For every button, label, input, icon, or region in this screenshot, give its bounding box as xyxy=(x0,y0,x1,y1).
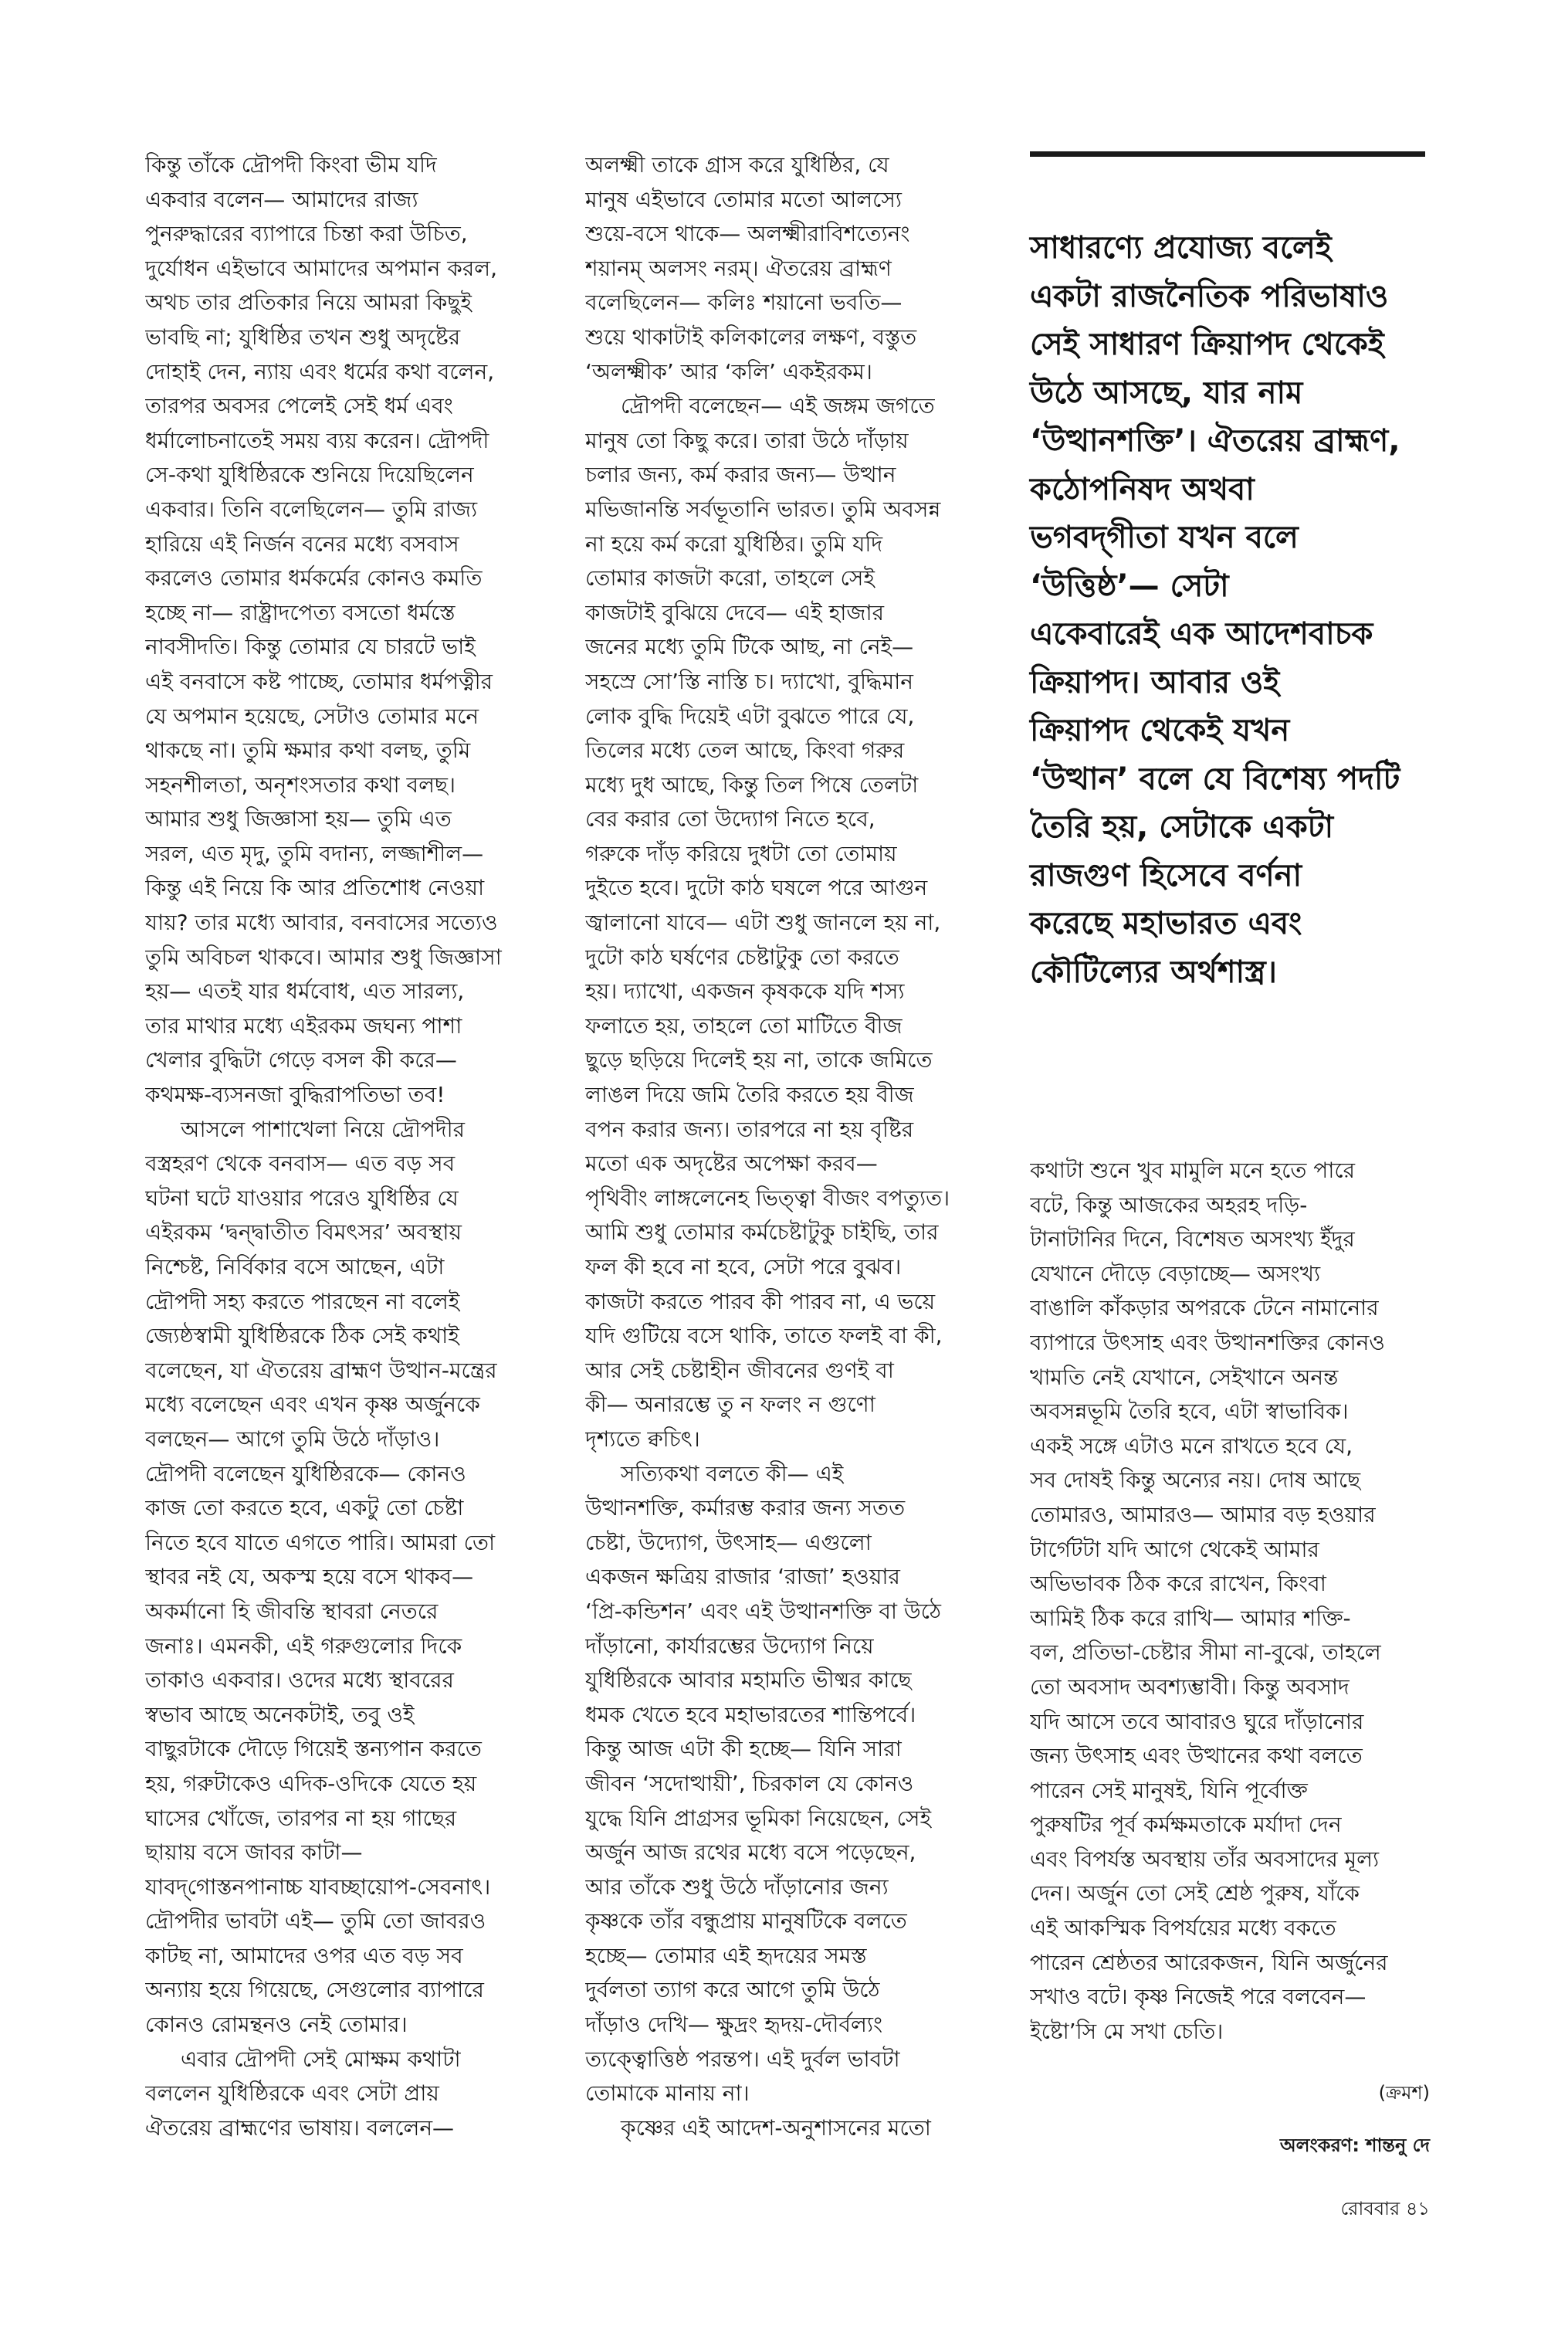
text-line: সত্যিকথা বলতে কী— এই xyxy=(621,1460,844,1487)
text-line: মভিজানন্তি সর্বভূতানি ভারত। তুমি অবসন্ন xyxy=(585,496,941,522)
text-line: বলেছেন, যা ঐতরেয় ব্রাহ্মণ উত্থান-মন্ত্রের xyxy=(145,1357,497,1383)
pull-quote-line: ক্রিয়াপদ থেকেই যখন xyxy=(1030,713,1290,748)
text-line: সহস্রে সো’স্তি নাস্তি চ। দ্যাখো, বুদ্ধিমান xyxy=(585,668,913,694)
article-column-1 xyxy=(145,148,554,2145)
text-line: না হয়ে কর্ম করো যুধিষ্ঠির। তুমি যদি xyxy=(585,531,883,557)
text-line: শুয়ে-বসে থাকে— অলক্ষ্মীরাবিশত্যেনং xyxy=(585,221,910,247)
text-line: যুদ্ধে যিনি প্রাগ্রসর ভূমিকা নিয়েছেন, সেই xyxy=(585,1805,932,1831)
text-line: কাজ তো করতে হবে, একটু তো চেষ্টা xyxy=(145,1495,464,1521)
pull-quote-rule xyxy=(1030,151,1425,157)
text-line: কথাটা শুনে খুব মামুলি মনে হতে পারে xyxy=(1030,1158,1356,1183)
text-line: অর্জুন আজ রথের মধ্যে বসে পড়েছেন, xyxy=(585,1839,916,1866)
text-line: বস্ত্রহরণ থেকে বনবাস— এত বড় সব xyxy=(145,1151,455,1177)
text-line: পুনরুদ্ধারের ব্যাপারে চিন্তা করা উচিত, xyxy=(145,221,468,247)
text-line: সব দোষই কিন্তু অন্যের নয়। দোষ আছে xyxy=(1030,1467,1361,1494)
text-line: চলার জন্য, কর্ম করার জন্য— উত্থান xyxy=(585,462,896,488)
text-line: তোমারও, আমারও— আমার বড় হওয়ার xyxy=(1030,1501,1376,1527)
text-line: পারেন শ্রেষ্ঠতর আরেকজন, যিনি অর্জুনের xyxy=(1030,1949,1388,1975)
text-line: মধ্যে বলেছেন এবং এখন কৃষ্ণ অর্জুনকে xyxy=(145,1392,480,1418)
text-line: যে অপমান হয়েছে, সেটাও তোমার মনে xyxy=(145,703,479,729)
text-line: থাকছে না। তুমি ক্ষমার কথা বলছ, তুমি xyxy=(145,737,471,764)
text-line: জনের মধ্যে তুমি টিকে আছ, না নেই— xyxy=(585,634,914,660)
text-line: খামতি নেই যেখানে, সেইখানে অনন্ত xyxy=(1030,1364,1339,1390)
text-line: অবসন্নভূমি তৈরি হবে, এটা স্বাভাবিক। xyxy=(1030,1399,1349,1425)
text-line: অভিভাবক ঠিক করে রাখেন, কিংবা xyxy=(1030,1571,1326,1597)
text-line: ঐতরেয় ব্রাহ্মণের ভাষায়। বললেন— xyxy=(145,2114,455,2141)
text-line: একই সঙ্গে এটাও মনে রাখতে হবে যে, xyxy=(1030,1433,1353,1459)
text-line: তারপর অবসর পেলেই সেই ধর্ম এবং xyxy=(145,393,453,419)
text-line: করলেও তোমার ধর্মকর্মের কোনও কমতি xyxy=(145,565,483,592)
text-line: কাজটাই বুঝিয়ে দেবে— এই হাজার xyxy=(585,599,885,626)
text-line: হয়— এতই যার ধর্মবোধ, এত সারল্য, xyxy=(145,978,465,1005)
text-line: এই আকস্মিক বিপর্যয়ের মধ্যে বকতে xyxy=(1030,1915,1336,1941)
text-line: জীবন ‘সদোত্থায়ী’, চিরকাল যে কোনও xyxy=(585,1770,914,1796)
text-line: জ্যেষ্ঠস্বামী যুধিষ্ঠিরকে ঠিক সেই কথাই xyxy=(145,1323,459,1349)
text-line: অথচ তার প্রতিকার নিয়ে আমরা কিছুই xyxy=(145,290,472,316)
text-line: একবার। তিনি বলেছিলেন— তুমি রাজ্য xyxy=(145,496,478,522)
text-line: কৃষ্ণকে তাঁর বন্ধুপ্রায় মানুষটিকে বলতে xyxy=(585,1908,907,1934)
text-line: এবার দ্রৌপদী সেই মোক্ষম কথাটা xyxy=(181,2046,461,2072)
pull-quote-line: ভগবদ্‌গীতা যখন বলে xyxy=(1030,520,1299,555)
text-line: কোনও রোমন্থনও নেই তোমার। xyxy=(145,2012,408,2038)
text-line: হারিয়ে এই নির্জন বনের মধ্যে বসবাস xyxy=(145,531,459,557)
text-line: টার্গেটটা যদি আগে থেকেই আমার xyxy=(1030,1536,1319,1562)
text-line: কিন্তু তাঁকে দ্রৌপদী কিংবা ভীম যদি xyxy=(145,152,437,178)
text-line: কাজটা করতে পারব কী পারব না, এ ভয়ে xyxy=(585,1288,936,1314)
article-column-3 xyxy=(1030,1154,1439,2049)
text-line: কিন্তু এই নিয়ে কি আর প্রতিশোধ নেওয়া xyxy=(145,875,485,901)
text-line: হয়, গরুটাকেও এদিক-ওদিকে যেতে হয় xyxy=(145,1770,477,1796)
text-line: সখাও বটে। কৃষ্ণ নিজেই পরে বলবেন— xyxy=(1030,1984,1366,2010)
text-line: ফল কী হবে না হবে, সেটা পরে বুঝব। xyxy=(585,1254,902,1280)
text-line: দোহাই দেন, ন্যায় এবং ধর্মের কথা বলেন, xyxy=(145,358,495,385)
text-line: ভাবছি না; যুধিষ্ঠির তখন শুধু অদৃষ্টের xyxy=(145,324,461,350)
text-line: তোমার কাজটা করো, তাহলে সেই xyxy=(585,565,875,592)
pull-quote-line: রাজগুণ হিসেবে বর্ণনা xyxy=(1030,857,1302,893)
pull-quote xyxy=(1030,224,1447,996)
text-line: ইষ্টো’সি মে সখা চেতি। xyxy=(1030,2018,1224,2044)
text-line: এই বনবাসে কষ্ট পাচ্ছে, তোমার ধর্মপত্নীর xyxy=(145,668,493,694)
text-line: যায়? তার মধ্যে আবার, বনবাসের সত্যেও xyxy=(145,910,498,936)
text-line: মানুষ এইভাবে তোমার মতো আলস্যে xyxy=(585,186,902,212)
text-line: মধ্যে দুধ আছে, কিন্তু তিল পিষে তেলটা xyxy=(585,771,919,798)
text-line: আর তাঁকে শুধু উঠে দাঁড়ানোর জন্য xyxy=(585,1873,889,1900)
text-line: তাকাও একবার। ওদের মধ্যে স্থাবরের xyxy=(145,1667,454,1694)
text-line: নাবসীদতি। কিন্তু তোমার যে চারটে ভাই xyxy=(145,634,476,660)
text-line: খেলার বুদ্ধিটা গেড়ে বসল কী করে— xyxy=(145,1047,457,1073)
text-line: অন্যায় হয়ে গিয়েছে, সেগুলোর ব্যাপারে xyxy=(145,1977,484,2003)
text-line: নিশ্চেষ্ট, নির্বিকার বসে আছেন, এটা xyxy=(145,1254,445,1280)
text-line: কিন্তু আজ এটা কী হচ্ছে— যিনি সারা xyxy=(585,1736,902,1762)
text-line: আর সেই চেষ্টাহীন জীবনের গুণই বা xyxy=(585,1357,894,1383)
text-line: যাবদ্‌গোস্তনপানাচ্চ যাবচ্ছায়োপ-সেবনাৎ। xyxy=(145,1873,491,1900)
text-line: দাঁড়াও দেখি— ক্ষুদ্রং হৃদয়-দৌর্বল্যং xyxy=(585,2012,883,2038)
pull-quote-line: ‘উত্থানশক্তি’। ঐতরেয় ব্রাহ্মণ, xyxy=(1030,423,1400,459)
text-line: ধর্মালোচনাতেই সময় ব্যয় করেন। দ্রৌপদী xyxy=(145,427,489,453)
text-line: দুইতে হবে। দুটো কাঠ ঘষলে পরে আগুন xyxy=(585,875,928,901)
pull-quote-line: একেবারেই এক আদেশবাচক xyxy=(1030,616,1373,652)
text-line: তুমি অবিচল থাকবে। আমার শুধু জিজ্ঞাসা xyxy=(145,944,502,970)
continued-label: (ক্রমশ) xyxy=(1378,2082,1430,2104)
text-line: লাঙল দিয়ে জমি তৈরি করতে হয় বীজ xyxy=(585,1082,914,1108)
text-line: সে-কথা যুধিষ্ঠিরকে শুনিয়ে দিয়েছিলেন xyxy=(145,462,474,488)
text-line: ত্যক্ত্বোত্তিষ্ঠ পরন্তপ। এই দুর্বল ভাবটা xyxy=(585,2046,900,2072)
text-line: ব্যাপারে উৎসাহ এবং উত্থানশক্তির কোনও xyxy=(1030,1329,1385,1355)
text-line: ছুড়ে ছড়িয়ে দিলেই হয় না, তাকে জমিতে xyxy=(585,1047,933,1073)
text-line: আমিই ঠিক করে রাখি— আমার শক্তি- xyxy=(1030,1605,1351,1631)
text-line: নিতে হবে যাতে এগতে পারি। আমরা তো xyxy=(145,1529,496,1555)
text-line: দেন। অর্জুন তো সেই শ্রেষ্ঠ পুরুষ, যাঁকে xyxy=(1030,1880,1360,1907)
text-line: দ্রৌপদী সহ্য করতে পারছেন না বলেই xyxy=(145,1288,460,1314)
text-line: আমি শুধু তোমার কর্মচেষ্টাটুকু চাইছি, তার xyxy=(585,1219,939,1246)
text-line: দুর্যোধন এইভাবে আমাদের অপমান করল, xyxy=(145,255,497,281)
text-line: বলছেন— আগে তুমি উঠে দাঁড়াও। xyxy=(145,1426,440,1452)
text-line: বাছুরটাকে দৌড়ে গিয়েই স্তন্যপান করতে xyxy=(145,1736,482,1762)
text-line: লোক বুদ্ধি দিয়েই এটা বুঝতে পারে যে, xyxy=(585,703,915,729)
article-column-2 xyxy=(585,148,994,2145)
text-line: দুটো কাঠ ঘর্ষণের চেষ্টাটুকু তো করতে xyxy=(585,944,899,970)
text-line: যেখানে দৌড়ে বেড়াচ্ছে— অসংখ্য xyxy=(1030,1260,1321,1287)
pull-quote-line: উঠে আসছে, যার নাম xyxy=(1030,375,1303,411)
text-line: ফলাতে হয়, তাহলে তো মাটিতে বীজ xyxy=(585,1012,903,1039)
text-line: বপন করার জন্য। তারপরে না হয় বৃষ্টির xyxy=(585,1116,914,1142)
text-line: ঘটনা ঘটে যাওয়ার পরেও যুধিষ্ঠির যে xyxy=(145,1185,459,1211)
pull-quote-line: কৌটিল্যের অর্থশাস্ত্র। xyxy=(1030,954,1277,990)
text-line: তোমাকে মানায় না। xyxy=(585,2080,750,2107)
text-line: তার মাথার মধ্যে এইরকম জঘন্য পাশা xyxy=(145,1012,462,1039)
pull-quote-line: সেই সাধারণ ক্রিয়াপদ থেকেই xyxy=(1030,327,1384,362)
text-line: পারেন সেই মানুষই, যিনি পূর্বোক্ত xyxy=(1030,1777,1308,1803)
text-line: দুর্বলতা ত্যাগ করে আগে তুমি উঠে xyxy=(585,1977,880,2003)
pull-quote-line: সাধারণ্যে প্রযোজ্য বলেই xyxy=(1030,230,1332,266)
text-line: যুধিষ্ঠিরকে আবার মহামতি ভীষ্মর কাছে xyxy=(585,1667,912,1694)
text-line: বলেছিলেন— কলিঃ শয়ানো ভবতি— xyxy=(585,290,903,316)
text-line: দাঁড়ানো, কার্যারম্ভের উদ্যোগ নিয়ে xyxy=(585,1633,874,1659)
page-number: রোববার ৪১ xyxy=(1340,2198,1430,2219)
text-line: ‘প্রি-কন্ডিশন’ এবং এই উত্থানশক্তি বা উঠে xyxy=(585,1598,941,1624)
text-line: টানাটানির দিনে, বিশেষত অসংখ্য ইঁদুর xyxy=(1030,1226,1355,1253)
pull-quote-line: ক্রিয়াপদ। আবার ওই xyxy=(1030,664,1280,700)
text-line: গরুকে দাঁড় করিয়ে দুধটা তো তোমায় xyxy=(585,840,897,866)
text-line: স্বভাব আছে অনেকটাই, তবু ওই xyxy=(145,1701,415,1728)
text-line: তো অবসাদ অবশ্যম্ভাবী। কিন্তু অবসাদ xyxy=(1030,1673,1350,1700)
text-line: একবার বলেন— আমাদের রাজ্য xyxy=(145,186,418,212)
text-line: বটে, কিন্তু আজকের অহরহ দড়ি- xyxy=(1030,1192,1308,1218)
text-line: পুরুষটির পূর্ব কর্মক্ষমতাকে মর্যাদা দেন xyxy=(1030,1812,1342,1838)
text-line: হচ্ছে না— রাষ্ট্রাদপেত্য বসতো ধর্মস্তে xyxy=(145,599,455,626)
text-line: যদি আসে তবে আবারও ঘুরে দাঁড়ানোর xyxy=(1030,1708,1364,1734)
text-line: স্থাবর নই যে, অকস্ম হয়ে বসে থাকব— xyxy=(145,1564,474,1590)
text-line: কৃষ্ণের এই আদেশ-অনুশাসনের মতো xyxy=(621,2114,931,2141)
text-line: দৃশ্যতে ক্বচিৎ। xyxy=(585,1426,700,1452)
text-line: ঘাসের খোঁজে, তারপর না হয় গাছের xyxy=(145,1805,457,1831)
text-line: আসলে পাশাখেলা নিয়ে দ্রৌপদীর xyxy=(181,1116,465,1142)
text-line: শয়ানম্ অলসং নরম্। ঐতরেয় ব্রাহ্মণ xyxy=(585,255,892,281)
text-line: মানুষ তো কিছু করে। তারা উঠে দাঁড়ায় xyxy=(585,427,909,453)
text-line: উত্থানশক্তি, কর্মারম্ভ করার জন্য সতত xyxy=(585,1495,906,1521)
pull-quote-line: ‘উত্থান’ বলে যে বিশেষ্য পদটি xyxy=(1030,761,1400,797)
text-line: ছায়ায় বসে জাবর কাটা— xyxy=(145,1839,363,1866)
text-line: বাঙালি কাঁকড়ার অপরকে টেনে নামানোর xyxy=(1030,1295,1379,1321)
text-line: অলক্ষ্মী তাকে গ্রাস করে যুধিষ্ঠির, যে xyxy=(585,152,889,178)
text-line: তিলের মধ্যে তেল আছে, কিংবা গরুর xyxy=(585,737,905,764)
text-line: একজন ক্ষত্রিয় রাজার ‘রাজা’ হওয়ার xyxy=(585,1564,900,1590)
pull-quote-line: ‘উত্তিষ্ঠ’— সেটা xyxy=(1030,568,1229,604)
text-line: দ্রৌপদী বলেছেন— এই জঙ্গম জগতে xyxy=(621,393,935,419)
pull-quote-line: একটা রাজনৈতিক পরিভাষাও xyxy=(1030,278,1389,314)
text-line: কী— অনারম্ভে তু ন ফলং ন গুণো xyxy=(585,1392,875,1418)
pull-quote-line: তৈরি হয়, সেটাকে একটা xyxy=(1030,809,1334,845)
text-line: পৃথিবীং লাঙ্গলেনেহ ভিত্ত্বা বীজং বপত্যুত। xyxy=(585,1185,950,1211)
text-line: কাটছ না, আমাদের ওপর এত বড় সব xyxy=(145,1942,463,1968)
text-line: শুয়ে থাকাটাই কলিকালের লক্ষণ, বস্তুত xyxy=(585,324,917,350)
text-line: যদি গুটিয়ে বসে থাকি, তাতে ফলই বা কী, xyxy=(585,1323,943,1349)
text-line: দ্রৌপদীর ভাবটা এই— তুমি তো জাবরও xyxy=(145,1908,486,1934)
text-line: এবং বিপর্যস্ত অবস্থায় তাঁর অবসাদের মূল্য xyxy=(1030,1846,1380,1872)
text-line: অকর্মানো হি জীবন্তি স্থাবরা নেতরে xyxy=(145,1598,439,1624)
text-line: হচ্ছে— তোমার এই হৃদয়ের সমস্ত xyxy=(585,1942,867,1968)
text-line: চেষ্টা, উদ্যোগ, উৎসাহ— এগুলো xyxy=(585,1529,872,1555)
text-line: বল, প্রতিভা-চেষ্টার সীমা না-বুঝে, তাহলে xyxy=(1030,1639,1381,1666)
text-line: এইরকম ‘দ্বন্দ্বাতীত বিমৎসর’ অবস্থায় xyxy=(145,1219,462,1246)
text-line: কথমক্ষ-ব্যসনজা বুদ্ধিরাপতিভা তব! xyxy=(145,1082,445,1108)
pull-quote-line: কঠোপনিষদ অথবা xyxy=(1030,471,1255,507)
text-line: হয়। দ্যাখো, একজন কৃষককে যদি শস্য xyxy=(585,978,905,1005)
text-line: ধমক খেতে হবে মহাভারতের শান্তিপর্বে। xyxy=(585,1701,916,1728)
text-line: সরল, এত মৃদু, তুমি বদান্য, লজ্জাশীল— xyxy=(145,840,484,866)
text-line: জন্য উৎসাহ এবং উত্থানের কথা বলতে xyxy=(1030,1743,1363,1769)
illustration-credit: অলংকরণ: শান্তনু দে xyxy=(1279,2134,1430,2156)
text-line: জনাঃ। এমনকী, এই গরুগুলোর দিকে xyxy=(145,1633,462,1659)
text-line: সহনশীলতা, অনৃশংসতার কথা বলছ। xyxy=(145,771,455,798)
text-line: দ্রৌপদী বলেছেন যুধিষ্ঠিরকে— কোনও xyxy=(145,1460,466,1487)
text-line: আমার শুধু জিজ্ঞাসা হয়— তুমি এত xyxy=(145,806,452,832)
text-line: মতো এক অদৃষ্টের অপেক্ষা করব— xyxy=(585,1151,878,1177)
pull-quote-line: করেছে মহাভারত এবং xyxy=(1030,906,1302,941)
text-line: ‘অলক্ষ্মীক’ আর ‘কলি’ একইরকম। xyxy=(585,358,872,385)
text-line: বললেন যুধিষ্ঠিরকে এবং সেটা প্রায় xyxy=(145,2080,439,2107)
text-line: বের করার তো উদ্যোগ নিতে হবে, xyxy=(585,806,875,832)
text-line: জ্বালানো যাবে— এটা শুধু জানলে হয় না, xyxy=(585,910,941,936)
